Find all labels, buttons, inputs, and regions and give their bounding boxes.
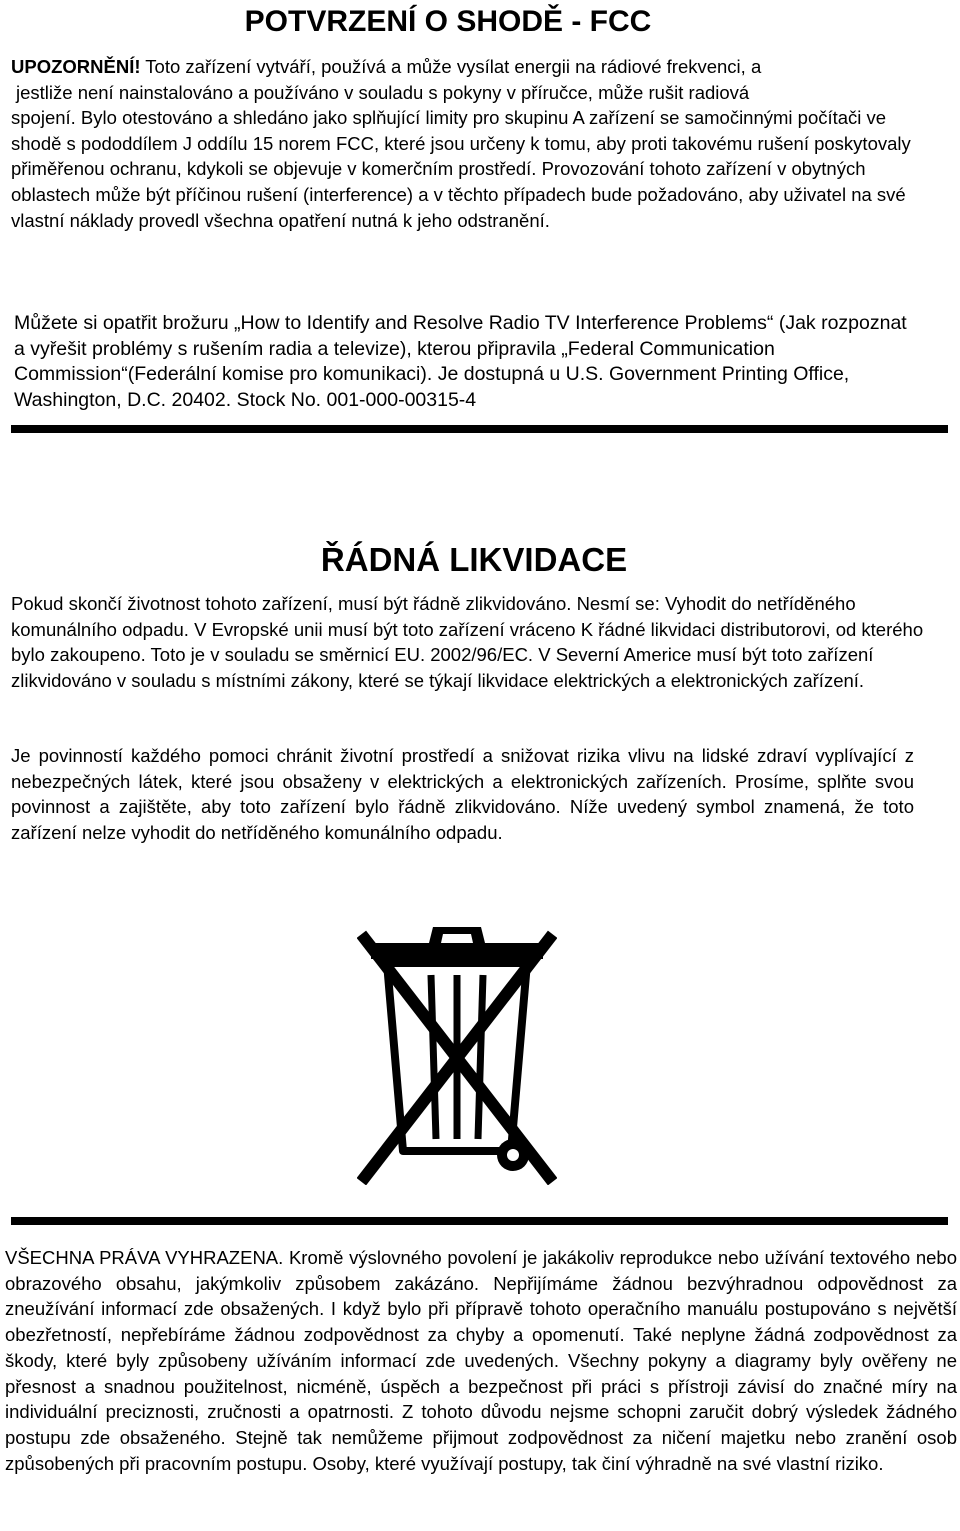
section-divider xyxy=(11,1217,948,1225)
disposal-paragraph: Pokud skončí životnost tohoto zařízení, musí být řádně zlikvidováno. Nesmí se: Vyhodit do netříděného komunálního odpadu. V Evropské unii musí být toto zařízení vráceno K řádné likvidaci distributorovi, od kterého bylo zakoupeno. Toto je v souladu se směrnicí EU. 2002/96/EC. V Severní Americe musí být toto zařízení zlikvidováno v souladu s místními zákony, které se týkají likvidace elektrických a elektronických zařízení. xyxy=(11,593,924,691)
fcc-notice-body: spojení. Bylo otestováno a shledáno jako splňující limity pro skupinu A zařízení se samočinnými počítači ve shodě s pododdílem J oddílu 15 norem FCC, které jsou určeny k tomu, aby proti takovému rušení poskytovaly přiměřenou ochranu, kdykoli se objevuje v komerčním prostředí. Provozování tohoto zařízení v obytných oblastech může být příčinou rušení (interference) a v těchto případech bude požadováno, aby uživatel na své vlastní náklady provedl všechna opatření nutná k jeho odstranění. xyxy=(11,107,911,231)
page-title: POTVRZENÍ O SHODĚ - FCC xyxy=(244,5,652,38)
disposal-heading: ŘÁDNÁ LIKVIDACE xyxy=(320,541,628,578)
crossed-out-wheeled-bin-icon xyxy=(357,915,557,1190)
brochure-paragraph: Můžete si opatřit brožuru „How to Identify and Resolve Radio TV Interference Problems“ (Jak rozpoznat a vyřešit problémy s rušením radia a televize), kterou připravila „Federal Communication Commission“(Federální komise pro komunikaci). Je dostupná u U.S. Government Printing Office, Washington, D.C. 20402. Stock No. 001-000-00315-4 xyxy=(14,312,907,411)
fcc-notice-paragraph xyxy=(11,54,936,233)
fcc-notice-line-2: jestliže není nainstalováno a používáno v souladu s pokyny v příručce, může rušit radiová xyxy=(16,81,750,103)
fcc-notice-line-1: Toto zařízení vytváří, používá a může vysílat energii na rádiové frekvenci, a xyxy=(140,56,762,77)
rights-paragraph: VŠECHNA PRÁVA VYHRAZENA. Kromě výslovného povolení je jakákoliv reprodukce nebo užívání textového nebo obrazového obsahu, jakýmkoliv způsobem zakázáno. Nepřijímáme žádnou bezvýhradnou odpovědnost za zneužívání informací zde obsažených. I když bylo při přípravě tohoto operačního manuálu postupováno s největší obezřetností, nepřebíráme žádnou zodpovědnost za chyby a opomenutí. Také neplyne žádná zodpovědnost za škody, které byly způsobeny užíváním informací zde uvedených. Všechny pokyny a diagramy byly ověřeny ne přesnost a snadnou použitelnost, nicméně, úspěch a bezpečnost při práci s přístroji závisí do značné míry na individuální preciznosti, zručnosti a opatrnosti. Z tohoto důvodu nejsme schopni zaručit dobrý výsledek žádného postupu zde obsaženého. Stejně tak nemůžeme přijmout zodpovědnost za ničení majetku nebo zranění osob způsobených při pracovním postupu. Osoby, které využívají postupy, tak činí výhradně na své vlastní riziko. xyxy=(5,1247,957,1474)
fcc-notice-first-line xyxy=(11,54,936,80)
section-divider xyxy=(11,425,948,433)
environment-paragraph: Je povinností každého pomoci chránit životní prostředí a snižovat rizika vlivu na lidské zdraví vyplívající z nebezpečných látek, které jsou obsaženy v elektrických a elektronických zařízeních. Prosíme, splňte svou povinnost a zajištěte, aby toto zařízení bylo řádně zlikvidováno. Níže uvedený symbol znamená, že toto zařízení nelze vyhodit do netříděného komunálního odpadu. xyxy=(11,745,914,843)
warning-label: UPOZORNĚNÍ! xyxy=(11,56,141,77)
